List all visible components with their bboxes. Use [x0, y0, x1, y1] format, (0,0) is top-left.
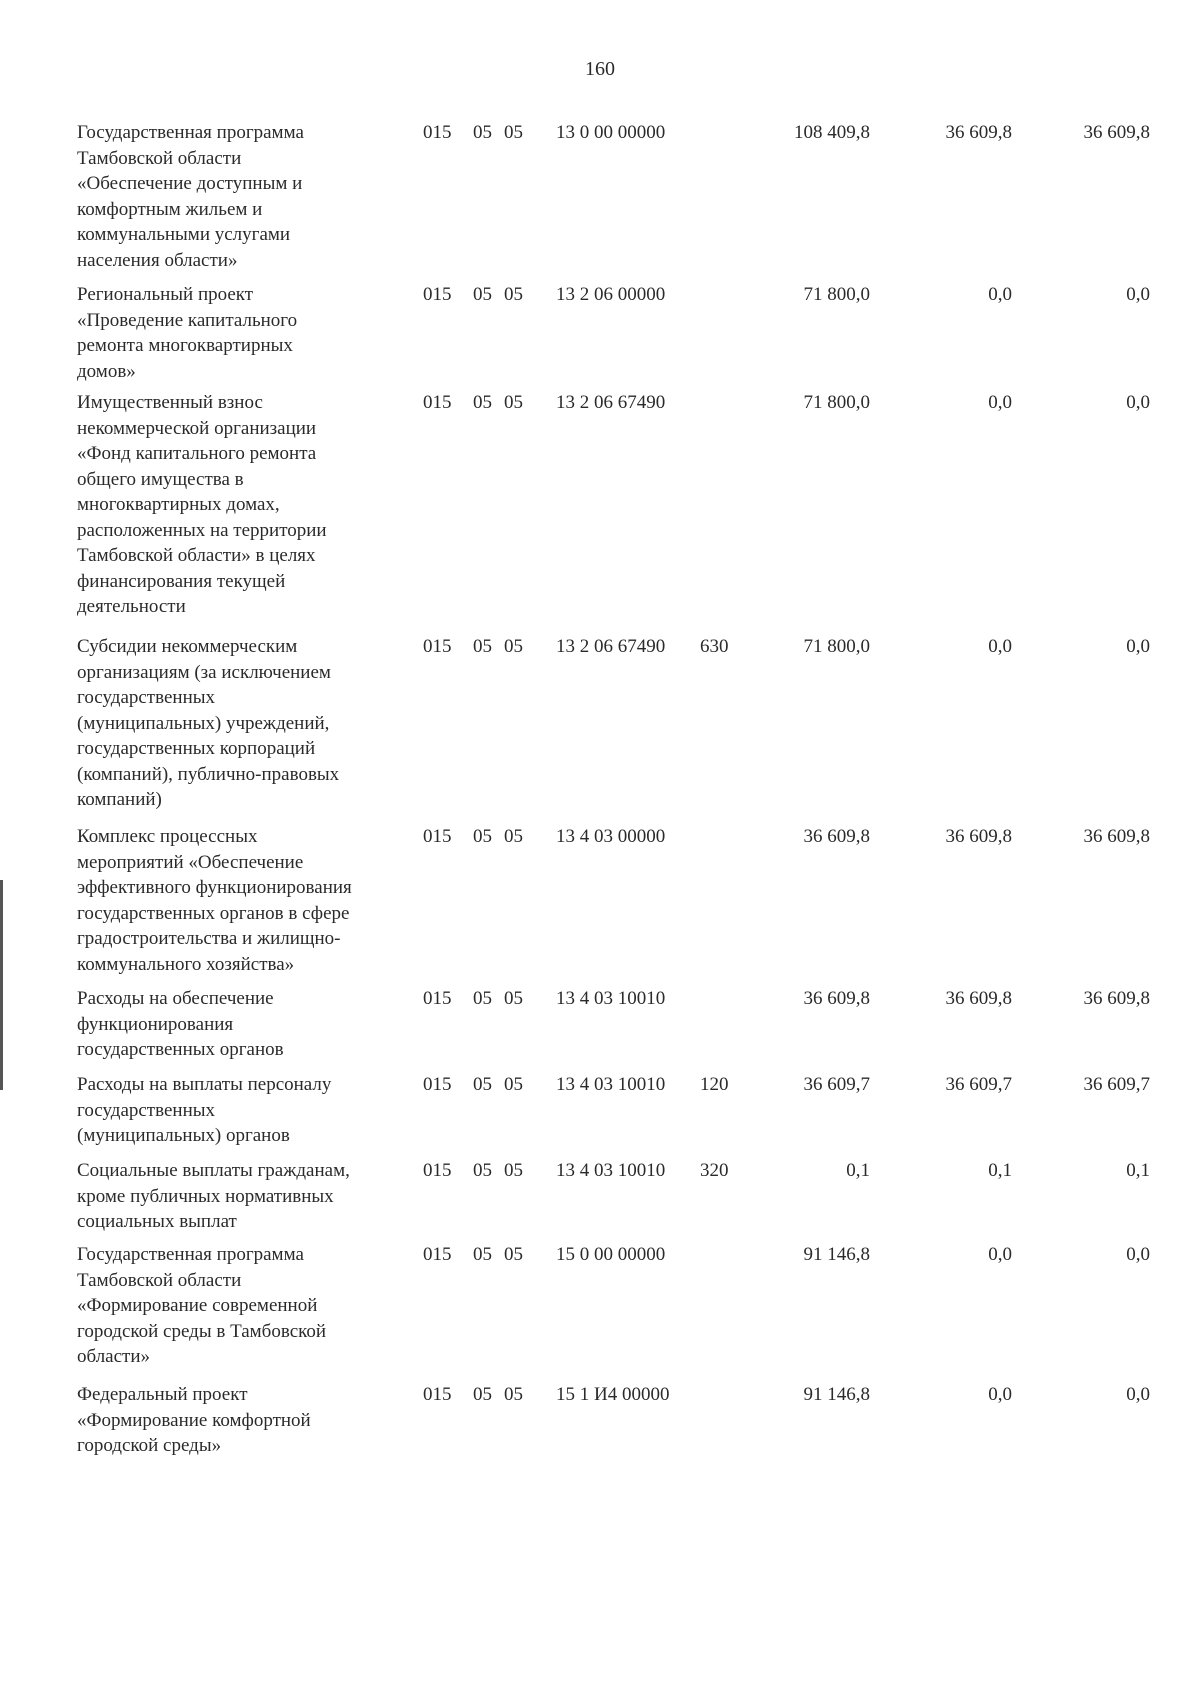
- amount-year3-cell: 36 609,8: [1083, 988, 1150, 1009]
- item-name-line: коммунальными услугами: [77, 224, 291, 245]
- item-name-line: «Обеспечение доступным и: [77, 173, 303, 194]
- item-name-cell: [77, 986, 409, 1063]
- budget-code-cell: 015: [423, 284, 452, 305]
- subsection-cell: 05: [504, 284, 523, 305]
- item-name-cell: [77, 1242, 409, 1370]
- item-name-line: государственных корпораций: [77, 738, 316, 759]
- item-name-line: мероприятий «Обеспечение: [77, 851, 304, 873]
- amount-year1-cell: 36 609,7: [803, 1074, 870, 1095]
- budget-code-cell: 015: [423, 1160, 452, 1181]
- amount-year2-cell: 0,0: [988, 636, 1012, 657]
- item-name-line: компаний): [77, 789, 162, 810]
- target-article-cell: 13 0 00 00000: [556, 122, 666, 143]
- amount-year1-cell: 91 146,8: [803, 1244, 870, 1265]
- scan-edge-mark: [0, 880, 3, 1090]
- budget-code-cell: 015: [423, 636, 452, 657]
- item-name-line: Тамбовской области: [77, 1269, 242, 1291]
- subsection-cell: 05: [504, 122, 523, 143]
- subsection-cell: 05: [504, 988, 523, 1009]
- subsection-cell: 05: [504, 636, 523, 657]
- item-name-line: «Фонд капитального ремонта: [77, 443, 317, 464]
- item-name-line: (компаний), публично-правовых: [77, 763, 340, 785]
- section-cell: 05: [473, 392, 492, 413]
- amount-year3-cell: 0,0: [1126, 1384, 1150, 1405]
- target-article-cell: 13 2 06 67490: [556, 392, 666, 413]
- expense-type-cell: 320: [700, 1160, 729, 1181]
- amount-year2-cell: 0,0: [988, 284, 1012, 305]
- subsection-cell: 05: [504, 1244, 523, 1265]
- item-name-line: общего имущества в: [77, 468, 244, 490]
- amount-year2-cell: 36 609,7: [945, 1074, 1012, 1095]
- section-cell: 05: [473, 122, 492, 143]
- item-name-line: «Формирование современной: [77, 1295, 318, 1316]
- budget-code-cell: 015: [423, 1244, 452, 1265]
- item-name-line: городской среды»: [77, 1435, 222, 1456]
- item-name-line: области»: [77, 1346, 151, 1367]
- section-cell: 05: [473, 826, 492, 847]
- item-name-cell: [77, 1158, 409, 1235]
- amount-year2-cell: 36 609,8: [945, 122, 1012, 143]
- item-name-line: Социальные выплаты гражданам,: [77, 1160, 350, 1181]
- item-name-line: коммунального хозяйства»: [77, 953, 295, 975]
- target-article-cell: 13 4 03 00000: [556, 826, 666, 847]
- item-name-line: государственных органов в сфере: [77, 902, 350, 924]
- amount-year3-cell: 0,0: [1126, 392, 1150, 413]
- item-name-line: «Проведение капитального: [77, 309, 298, 331]
- item-name-line: Расходы на обеспечение: [77, 988, 274, 1009]
- item-name-cell: [77, 634, 409, 813]
- section-cell: 05: [473, 1074, 492, 1095]
- amount-year2-cell: 0,1: [988, 1160, 1012, 1181]
- item-name-line: государственных: [77, 687, 216, 708]
- amount-year2-cell: 0,0: [988, 1384, 1012, 1405]
- amount-year3-cell: 0,0: [1126, 284, 1150, 305]
- item-name-line: государственных органов: [77, 1039, 284, 1060]
- item-name-line: расположенных на территории: [77, 519, 327, 541]
- item-name-line: Тамбовской области: [77, 147, 242, 169]
- budget-code-cell: 015: [423, 826, 452, 847]
- item-name-line: (муниципальных) органов: [77, 1125, 290, 1146]
- amount-year1-cell: 108 409,8: [794, 122, 870, 143]
- item-name-line: социальных выплат: [77, 1211, 237, 1232]
- amount-year3-cell: 36 609,7: [1083, 1074, 1150, 1095]
- budget-code-cell: 015: [423, 1074, 452, 1095]
- amount-year2-cell: 0,0: [988, 392, 1012, 413]
- budget-code-cell: 015: [423, 988, 452, 1009]
- amount-year1-cell: 71 800,0: [803, 284, 870, 305]
- amount-year2-cell: 36 609,8: [945, 826, 1012, 847]
- item-name-line: домов»: [77, 360, 136, 382]
- amount-year1-cell: 36 609,8: [803, 988, 870, 1009]
- item-name-line: финансирования текущей: [77, 570, 286, 592]
- budget-code-cell: 015: [423, 1384, 452, 1405]
- expense-type-cell: 120: [700, 1074, 729, 1095]
- item-name-line: градостроительства и жилищно-: [77, 928, 341, 949]
- item-name-line: Тамбовской области» в целях: [77, 545, 316, 566]
- item-name-cell: [77, 1072, 409, 1149]
- amount-year2-cell: 0,0: [988, 1244, 1012, 1265]
- section-cell: 05: [473, 988, 492, 1009]
- item-name-line: деятельности: [77, 596, 186, 617]
- item-name-line: многоквартирных домах,: [77, 494, 280, 515]
- section-cell: 05: [473, 1160, 492, 1181]
- item-name-line: Комплекс процессных: [77, 826, 258, 847]
- item-name-line: Государственная программа: [77, 1244, 304, 1265]
- item-name-cell: [77, 1382, 409, 1459]
- amount-year3-cell: 36 609,8: [1083, 826, 1150, 847]
- subsection-cell: 05: [504, 826, 523, 847]
- amount-year3-cell: 0,0: [1126, 1244, 1150, 1265]
- item-name-line: организациям (за исключением: [77, 661, 331, 683]
- amount-year1-cell: 91 146,8: [803, 1384, 870, 1405]
- item-name-line: городской среды в Тамбовской: [77, 1320, 327, 1342]
- item-name-cell: [77, 824, 409, 977]
- item-name-line: (муниципальных) учреждений,: [77, 712, 330, 734]
- amount-year3-cell: 0,1: [1126, 1160, 1150, 1181]
- section-cell: 05: [473, 1384, 492, 1405]
- subsection-cell: 05: [504, 1384, 523, 1405]
- page-number: 160: [585, 58, 615, 80]
- item-name-line: ремонта многоквартирных: [77, 335, 293, 356]
- item-name-line: эффективного функционирования: [77, 877, 352, 898]
- item-name-cell: [77, 390, 409, 620]
- target-article-cell: 13 4 03 10010: [556, 988, 666, 1009]
- item-name-line: комфортным жильем и: [77, 198, 263, 220]
- target-article-cell: 15 1 И4 00000: [556, 1384, 670, 1405]
- subsection-cell: 05: [504, 392, 523, 413]
- amount-year1-cell: 71 800,0: [803, 392, 870, 413]
- amount-year1-cell: 0,1: [846, 1160, 870, 1181]
- budget-code-cell: 015: [423, 392, 452, 413]
- subsection-cell: 05: [504, 1074, 523, 1095]
- item-name-line: некоммерческой организации: [77, 417, 317, 439]
- item-name-line: государственных: [77, 1099, 216, 1121]
- section-cell: 05: [473, 284, 492, 305]
- item-name-line: Расходы на выплаты персоналу: [77, 1074, 332, 1095]
- item-name-cell: [77, 120, 409, 273]
- budget-code-cell: 015: [423, 122, 452, 143]
- item-name-cell: [77, 282, 409, 384]
- item-name-line: Субсидии некоммерческим: [77, 636, 298, 657]
- item-name-line: «Формирование комфортной: [77, 1409, 311, 1431]
- target-article-cell: 13 2 06 67490: [556, 636, 666, 657]
- amount-year3-cell: 36 609,8: [1083, 122, 1150, 143]
- item-name-line: Федеральный проект: [77, 1384, 248, 1405]
- target-article-cell: 15 0 00 00000: [556, 1244, 666, 1265]
- item-name-line: Государственная программа: [77, 122, 304, 143]
- amount-year1-cell: 36 609,8: [803, 826, 870, 847]
- amount-year3-cell: 0,0: [1126, 636, 1150, 657]
- item-name-line: кроме публичных нормативных: [77, 1185, 334, 1207]
- item-name-line: населения области»: [77, 249, 238, 271]
- item-name-line: Региональный проект: [77, 284, 254, 305]
- item-name-line: функционирования: [77, 1013, 234, 1035]
- subsection-cell: 05: [504, 1160, 523, 1181]
- section-cell: 05: [473, 1244, 492, 1265]
- target-article-cell: 13 4 03 10010: [556, 1074, 666, 1095]
- expense-type-cell: 630: [700, 636, 729, 657]
- section-cell: 05: [473, 636, 492, 657]
- target-article-cell: 13 4 03 10010: [556, 1160, 666, 1181]
- amount-year2-cell: 36 609,8: [945, 988, 1012, 1009]
- amount-year1-cell: 71 800,0: [803, 636, 870, 657]
- target-article-cell: 13 2 06 00000: [556, 284, 666, 305]
- item-name-line: Имущественный взнос: [77, 392, 263, 413]
